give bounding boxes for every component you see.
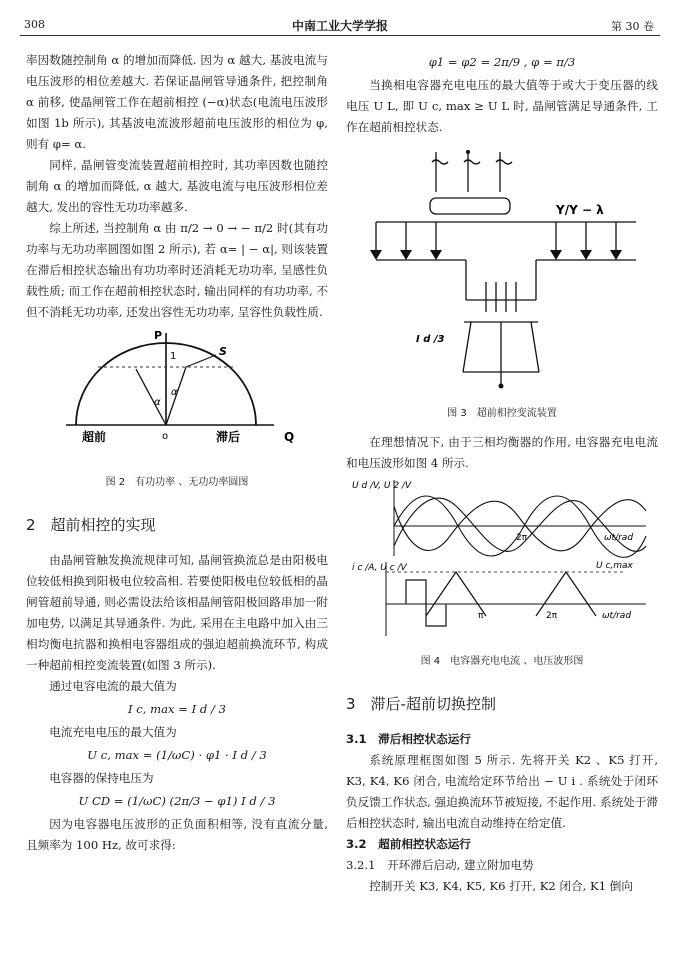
label-o: o — [162, 431, 169, 442]
right-column — [346, 50, 658, 897]
label-yy: Y/Y − λ — [556, 203, 604, 217]
capacitor-link — [466, 260, 536, 300]
subsection-3-2: 3.2 超前相控状态运行 — [346, 837, 471, 851]
section-2-title: 2 超前相控的实现 — [26, 516, 156, 534]
equation-4: φ1 = φ2 = 2π/9 , φ = π/3 — [428, 55, 576, 69]
vector-line — [136, 369, 166, 425]
label-lag: 滞后 — [216, 430, 241, 444]
wave-2 — [394, 500, 646, 551]
capacitor-plates — [486, 282, 516, 312]
label-2pi: 2π — [516, 533, 528, 543]
paragraph: 电容器的保持电压为 — [49, 771, 154, 785]
label-id3: I d /3 — [416, 334, 445, 345]
label-alpha: α — [171, 387, 178, 398]
figure-3-caption: 图 3 超前相控变流装置 — [447, 408, 557, 419]
bridge-bus — [376, 222, 636, 252]
voltage-wave — [426, 572, 596, 616]
thyristor-symbols — [370, 250, 622, 260]
paragraph: 当换相电容器充电电压的最大值等于或大于变压器的线电压 U L, 即 U c, max ≥ U L 时, 晶闸管满足导通条件, 工作在超前相控状态. — [346, 78, 658, 134]
figure-3 — [346, 142, 658, 424]
volume-label: 第 30 卷 — [611, 20, 654, 33]
subsubsection-3-2-1: 3.2.1 开环滞后启动, 建立附加电势 — [346, 858, 534, 872]
label-pi: π — [478, 611, 484, 621]
equation-1: I c, max = I d / 3 — [128, 702, 226, 716]
wave-3 — [394, 498, 646, 551]
paragraph: 率因数随控制角 α 的增加而降低. 因为 α 越大, 基波电流与电压波形的相位差越大. 若保证晶闸管导通条件, 把控制角 α 前移, 使晶闸管工作在超前相控 (−α)状态(电流电压波形如图 1b 所示), 其基波电流波形超前电压波形的相位为 φ, 则有 φ= α. — [26, 53, 328, 151]
label-1: 1 — [170, 351, 177, 362]
label-lead: 超前 — [82, 430, 107, 444]
label-2pi-bottom: 2π — [546, 611, 558, 621]
s-pointer — [186, 355, 216, 367]
left-column — [26, 50, 328, 856]
figure-4 — [346, 476, 658, 672]
figure-4-diagram — [346, 476, 658, 642]
equation-3: U CD = (1/ωC) (2π/3 − φ1) I d / 3 — [78, 794, 276, 808]
paragraph: 因为电容器电压波形的正负面积相等, 没有直流分量, 且频率为 100 Hz, 故可求得: — [26, 817, 328, 852]
label-top-y: U d /V, U 2 /V — [352, 481, 412, 491]
label-x-bottom: ωt/rad — [602, 611, 632, 621]
label-ucmax: U c,max — [596, 561, 633, 571]
label-x: ωt/rad — [604, 533, 634, 543]
label-p: P — [154, 329, 163, 342]
current-wave — [406, 580, 446, 626]
section-3-title: 3 滞后-超前切换控制 — [346, 695, 496, 713]
label-alpha: α — [154, 397, 161, 408]
subsection-3-1: 3.1 滞后相控状态运行 — [346, 732, 471, 746]
paragraph: 综上所述, 当控制角 α 由 π/2 → 0 → − π/2 时(其有功功率与无功功率圆图如图 2 所示), 若 α= | − α|, 则该装置在滞后相控状态输出有功功率时还消耗无功功率, 呈感性负载性质; 而工作在超前相控状态时, 输出同样的有功功率, 不但不消耗无功功率, 还发出容性无功功率, 呈容性负载性质. — [26, 221, 328, 319]
output-node — [499, 384, 504, 389]
paragraph: 电流充电电压的最大值为 — [49, 725, 177, 739]
paragraph: 由晶闸管触发换流规律可知, 晶闸管换流总是由阳极电位较低相换到阳极电位较高相. 若要使阳极电位较低相的晶闸管超前导通, 则必需设法给该相晶闸管阳极回路串加一附加电势, 以满足其导通条件. 为此, 采用在主电路中加入由三相均衡电抗器和换相电容器组成的强迫超前换流环节, 构成一种超前相控变流装置(如图 3 所示). — [26, 553, 328, 672]
paragraph: 控制开关 K3, K4, K5, K6 打开, K2 闭合, K1 倒向 — [369, 879, 633, 893]
figure-2-diagram — [26, 329, 328, 463]
paragraph: 在理想情况下, 由于三相均衡器的作用, 电容器充电电流和电压波形如图 4 所示. — [346, 435, 658, 470]
page-header — [20, 14, 660, 36]
balancer-lines — [463, 322, 539, 372]
node-dot — [466, 150, 470, 154]
transformer — [430, 198, 510, 214]
label-s: S — [219, 345, 227, 358]
paragraph: 系统原理框图如图 5 所示. 先将开关 K2 、K5 打开, K3, K4, K6 闭合, 电流给定环节给出 − U i . 系统处于闭环负反馈工作状态, 强迫换流环节被短接, 不起作用. 系统处于滞后相控状态时, 输出电流自动维持在给定值. — [346, 753, 658, 830]
label-bottom-y: i c /A, U c /V — [352, 563, 407, 573]
page-number: 308 — [24, 18, 45, 31]
journal-title: 中南工业大学学报 — [291, 19, 388, 33]
paragraph: 同样, 晶闸管变流装置超前相控时, 其功率因数也随控制角 α 的增加而降低, α 越大, 基波电流与电压波形相位差越大, 发出的容性无功功率越多. — [26, 158, 328, 214]
paragraph: 通过电容电流的最大值为 — [49, 679, 177, 693]
equation-2: U c, max = (1/ωC) · φ1 · I d / 3 — [87, 748, 267, 762]
wave-1 — [394, 496, 646, 557]
figure-3-diagram — [346, 142, 658, 394]
figure-4-caption: 图 4 电容器充电电流 、电压波形图 — [420, 656, 584, 667]
figure-2 — [26, 329, 328, 493]
figure-2-caption: 图 2 有功功率 、无功功率圆图 — [105, 477, 249, 488]
label-q: Q — [284, 430, 295, 444]
supply-lines — [436, 152, 500, 192]
